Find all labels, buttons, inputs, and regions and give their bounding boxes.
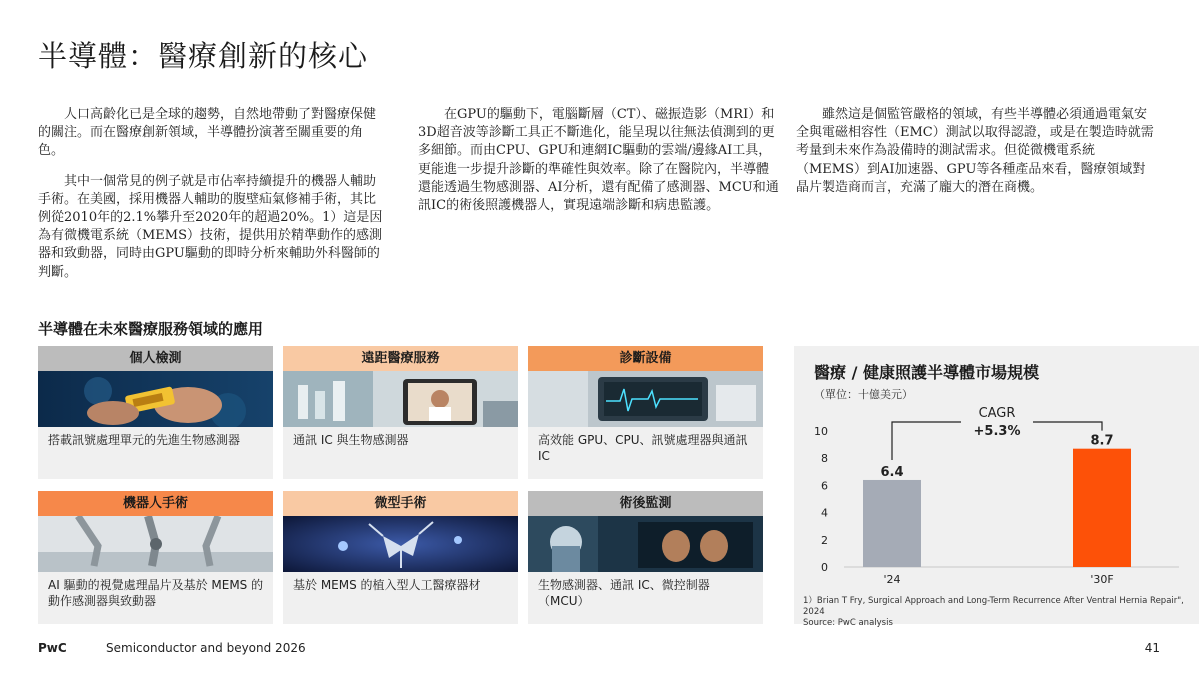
card-micro-surgery: [283, 491, 518, 624]
card-personal-testing: [38, 346, 273, 479]
micro-device-photo: [283, 516, 518, 572]
page-title: 半導體：醫療創新的核心: [38, 39, 369, 73]
applications-grid: [38, 346, 764, 624]
text-column-3: [796, 106, 1156, 209]
bar-value-label: 8.7: [1090, 433, 1114, 449]
y-tick-label: 10: [814, 425, 828, 438]
document-title: Semiconductor and beyond 2026: [106, 641, 306, 655]
card-robotic-surgery: [38, 491, 273, 624]
diagnostic-monitor-photo: [528, 371, 763, 427]
bar: [1073, 449, 1131, 567]
card-label: 個人檢測: [38, 346, 273, 371]
footnote-source: Source: PwC analysis: [803, 618, 893, 628]
card-label: 診斷設備: [528, 346, 763, 371]
card-label: 術後監測: [528, 491, 763, 516]
text-column-2: [418, 106, 780, 227]
surgical-robot-photo: [38, 516, 273, 572]
card-label: 遠距醫療服務: [283, 346, 518, 371]
market-size-chart: [794, 346, 1199, 624]
x-tick-label: '30F: [1090, 573, 1114, 586]
card-label: 微型手術: [283, 491, 518, 516]
biosensor-chip-photo: [38, 371, 273, 427]
y-tick-label: 4: [821, 506, 828, 520]
card-telemedicine: [283, 346, 518, 479]
cagr-value: +5.3%: [973, 424, 1021, 439]
bar: [863, 480, 921, 567]
monitoring-scan-photo: [528, 516, 763, 572]
x-tick-label: '24: [883, 573, 901, 586]
card-caption: 高效能 GPU、CPU、訊號處理器與通訊 IC: [538, 433, 748, 463]
paragraph: 人口高齡化已是全球的趨勢，自然地帶動了對醫療保健的關注。而在醫療創新領域，半導體扮演著至關重要的角色。: [38, 107, 377, 159]
text-column-1: [38, 106, 383, 294]
cagr-bracket-left: [892, 422, 961, 460]
card-caption: 基於 MEMS 的植入型人工醫療器材: [293, 578, 481, 592]
paragraph: 雖然這是個監管嚴格的領域，有些半導體必須通過電氣安全與電磁相容性（EMC）測試以取得認證，或是在製造時就需考量到未來作為設備時的測試需求。但從微機電系統（MEMS）到AI加速器、GPU等各種產品來看，醫療領域對晶片製造商而言，充滿了龐大的潛在商機。: [796, 107, 1154, 195]
applications-heading: 半導體在未來醫療服務領域的應用: [38, 320, 264, 338]
card-caption: AI 驅動的視覺處理晶片及基於 MEMS 的動作感測器與致動器: [48, 578, 264, 608]
y-tick-label: 0: [821, 561, 828, 574]
cagr-label: CAGR: [978, 406, 1016, 421]
brand-logo: PwC: [38, 641, 67, 655]
card-label: 機器人手術: [38, 491, 273, 516]
cagr-bracket-right: [1033, 422, 1102, 431]
y-tick-label: 2: [821, 533, 828, 547]
card-caption: 生物感測器、通訊 IC、微控制器（MCU）: [538, 578, 710, 608]
card-caption: 通訊 IC 與生物感測器: [293, 433, 409, 447]
footnote-citation: 1）Brian T Fry, Surgical Approach and Long-Term Recurrence After Ventral Hernia Repair", 2024: [803, 596, 1184, 617]
y-tick-label: 6: [821, 479, 828, 493]
bar-value-label: 6.4: [880, 464, 904, 480]
paragraph: 在GPU的驅動下，電腦斷層（CT）、磁振造影（MRI）和3D超音波等診斷工具正不斷進化，能呈現以往無法偵測到的更多細節。而由CPU、GPU和連網IC驅動的雲端/邊緣AI工具，更能進一步提升診斷的準確性與效率。除了在醫院內，半導體還能透過生物感測器、AI分析，還有配備了感測器、MCU和通訊IC的術後照護機器人，實現遠端診斷和病患監護。: [418, 107, 779, 214]
card-caption: 搭載訊號處理單元的先進生物感測器: [48, 433, 241, 447]
footnote: [803, 596, 1198, 629]
chart-unit: （單位：十億美元）: [814, 388, 913, 401]
card-diagnostic-equipment: [528, 346, 763, 479]
card-postoperative-monitoring: [528, 491, 763, 624]
y-tick-label: 8: [821, 452, 828, 466]
tablet-consult-photo: [283, 371, 518, 427]
chart-plot: [794, 346, 1199, 624]
page-number: 41: [1144, 641, 1160, 655]
chart-title: 醫療 / 健康照護半導體市場規模: [814, 363, 1039, 382]
paragraph: 其中一個常見的例子就是市佔率持續提升的機器人輔助手術。在美國，採用機器人輔助的腹壁疝氣修補手術，其比例從2010年的2.1%攀升至2020年的超過20%。1）這是因為有微機電系統（MEMS）技術，提供用於精準動作的感測器和致動器，同時由GPU驅動的即時分析來輔助外科醫師的判斷。: [38, 173, 383, 280]
